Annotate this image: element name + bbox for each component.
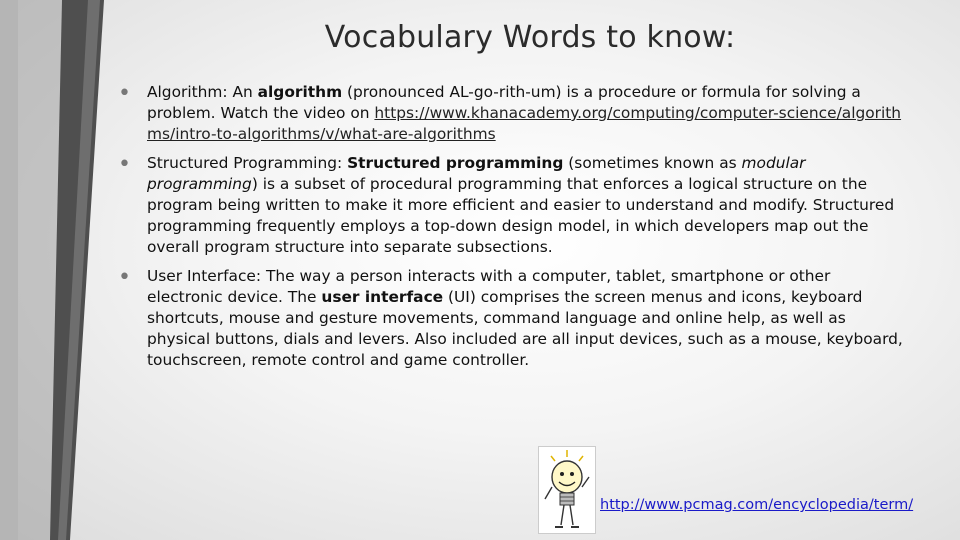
decorative-side-bars xyxy=(0,0,130,540)
italic-term: modular programming xyxy=(147,154,806,193)
bullet-text: (sometimes known as xyxy=(563,154,742,172)
term-label: Structured Programming: xyxy=(147,154,348,172)
bullet-dot-icon: • xyxy=(118,152,131,177)
bullet-text: (pronounced AL-go-rith-um) is a procedure or formula for solving a problem. Watch the video on xyxy=(147,83,861,122)
bullet-list xyxy=(118,82,908,371)
bold-term: algorithm xyxy=(257,83,343,101)
slide-title: Vocabulary Words to know: xyxy=(324,20,736,55)
term-label: Algorithm: xyxy=(147,83,228,101)
lightbulb-character-icon xyxy=(538,446,596,534)
bullet-text: (UI) comprises the screen menus and icons, keyboard shortcuts, mouse and gesture movements, command language and online help, as well as physical buttons, dials and levers. Also included are all input devices, such as a mouse, keyboard, touchscreen, remote control and game controller. xyxy=(147,288,903,369)
bullet-structured-programming xyxy=(118,153,908,258)
bullet-text: User Interface: The way a person interacts with a computer, tablet, smartphone or other electronic device. The xyxy=(147,267,831,306)
bullet-user-interface xyxy=(118,266,908,371)
khanacademy-link[interactable]: https://www.khanacademy.org/computing/computer-science/algorithms/intro-to-algorithms/v/what-are-algorithms xyxy=(147,104,902,143)
pcmag-reference-link[interactable]: http://www.pcmag.com/encyclopedia/term/ xyxy=(600,497,914,513)
bold-term: user interface xyxy=(321,288,444,306)
bullet-dot-icon: • xyxy=(118,265,131,290)
bullet-algorithm xyxy=(118,82,908,145)
bullet-dot-icon: • xyxy=(118,81,131,106)
bullet-text: An xyxy=(227,83,258,101)
bullet-text: ) is a subset of procedural programming that enforces a logical structure on the program being written to make it more efficient and easier to understand and modify. Structured programming frequently employs a top-down design model, in which developers map out the overall program structure into separate subsections. xyxy=(147,175,895,256)
bold-term: Structured programming xyxy=(347,154,564,172)
